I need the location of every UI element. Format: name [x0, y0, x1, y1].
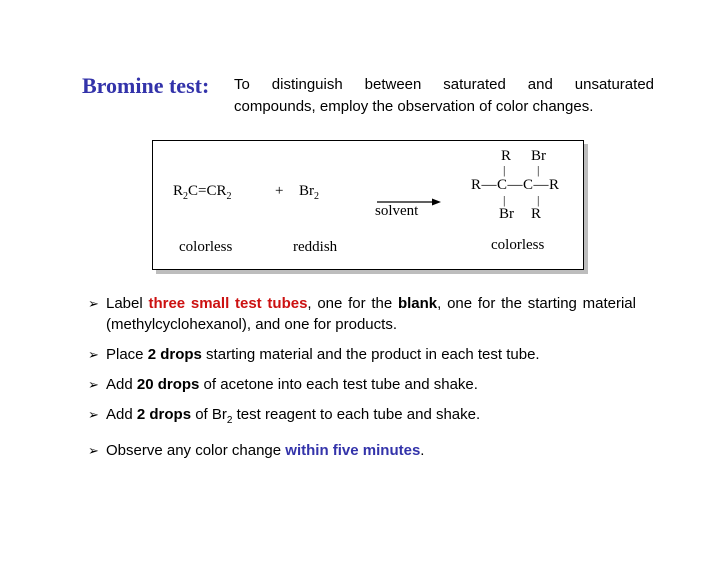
label-product: colorless [491, 237, 545, 253]
arrow-bullet-icon: ➢ [88, 377, 99, 392]
arrow-bullet-icon: ➢ [88, 296, 99, 311]
highlight-blue: within five minutes [285, 442, 421, 459]
bond-bottom-left: | [503, 193, 506, 207]
product-chain: R—C—C—R [471, 177, 560, 193]
arrow-bullet-icon: ➢ [88, 443, 99, 458]
arrow-bullet-icon: ➢ [88, 407, 99, 422]
intro-line-1: To distinguish between saturated and unsaturated [234, 76, 654, 93]
product-bottom-left: Br [499, 206, 514, 222]
intro-text [234, 74, 654, 118]
product-bottom-right: R [531, 206, 542, 222]
bond-bottom-right: | [537, 193, 540, 207]
bond-top-left: | [503, 163, 506, 177]
list-item: ➢ Label three small test tubes, one for the blank, one for the starting material (methylcyclohexanol), and one for products. [88, 295, 636, 333]
list-item: ➢ Add 20 drops of acetone into each test tube and shake. [88, 376, 478, 393]
arrow-bullet-icon: ➢ [88, 347, 99, 362]
bond-top-right: | [537, 163, 540, 177]
list-item: ➢ Add 2 drops of $Br_2$ test reagent to each tube and shake. [88, 406, 481, 426]
highlight-red: three small test tubes [148, 295, 308, 312]
procedure-list [88, 293, 636, 470]
product-top-right: Br [531, 148, 546, 164]
intro-line-2: compounds, employ the observation of color changes. [234, 98, 594, 115]
reactant-formula: $R_2C=CR_2$ [173, 183, 232, 202]
plus-sign: + [275, 183, 284, 199]
label-bromine: reddish [293, 239, 338, 255]
slide-heading: Bromine test: [82, 73, 210, 98]
reaction-figure [152, 140, 584, 270]
list-item: ➢ Observe any color change within five minutes. [88, 442, 425, 459]
condition-label: solvent [375, 203, 419, 219]
label-reactant: colorless [179, 239, 233, 255]
bromine-formula: $Br_2$ [299, 183, 319, 202]
list-item: ➢ Place 2 drops starting material and the product in each test tube. [88, 346, 540, 363]
product-top-left: R [501, 148, 512, 164]
